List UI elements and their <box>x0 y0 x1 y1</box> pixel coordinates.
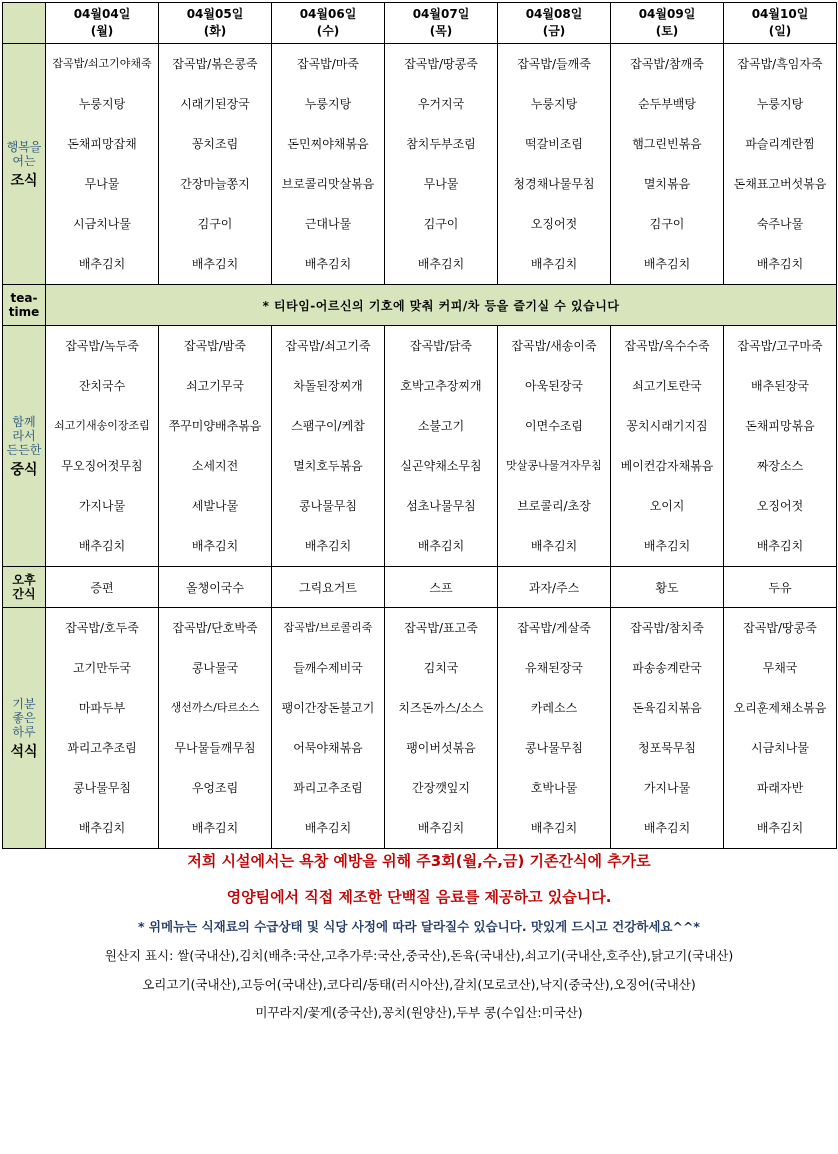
menu-item: 잡곡밥/볶은콩죽 <box>172 57 258 71</box>
menu-item: 무나물 <box>84 177 120 191</box>
day-of-week: (목) <box>429 24 453 38</box>
menu-item: 어묵야채볶음 <box>293 741 363 755</box>
menu-item: 돈육김치볶음 <box>632 701 702 715</box>
menu-item: 팽이간장돈불고기 <box>281 701 375 715</box>
menu-item: 세발나물 <box>191 499 239 513</box>
dinner-slogan-1: 기분 <box>12 697 36 711</box>
menu-item: 배추김치 <box>530 539 578 553</box>
day-date: 04월05일 <box>186 7 244 21</box>
snack-label-2: 간식 <box>12 587 36 601</box>
menu-item: 김구이 <box>423 217 459 231</box>
menu-item: 파래자반 <box>756 781 804 795</box>
menu-item: 파슬리계란찜 <box>745 137 815 151</box>
menu-item: 배추김치 <box>756 539 804 553</box>
lunch-day-cell <box>385 326 498 567</box>
dinner-day-cell <box>46 608 159 849</box>
lunch-day-cell <box>611 326 724 567</box>
dinner-day-cell <box>498 608 611 849</box>
menu-item: 김구이 <box>649 217 685 231</box>
menu-item: 무채국 <box>762 661 798 675</box>
menu-item: 배추김치 <box>643 539 691 553</box>
day-header <box>159 3 272 44</box>
menu-item: 청포묵무침 <box>638 741 696 755</box>
menu-item: 브로콜리맛살볶음 <box>281 177 375 191</box>
menu-item: 배추김치 <box>530 257 578 271</box>
menu-item: 쭈꾸미양배추볶음 <box>168 419 262 433</box>
breakfast-day-cell <box>272 44 385 285</box>
menu-item: 잡곡밥/참치죽 <box>630 621 704 635</box>
menu-item: 배추된장국 <box>751 379 809 393</box>
menu-item: 김구이 <box>197 217 233 231</box>
menu-item: 무오징어젓무침 <box>61 459 143 473</box>
breakfast-label-cell <box>3 44 46 285</box>
day-of-week: (금) <box>542 24 566 38</box>
menu-item: 배추김치 <box>191 821 239 835</box>
lunch-day-cell <box>272 326 385 567</box>
day-date: 04월07일 <box>412 7 470 21</box>
dinner-day-cell <box>724 608 837 849</box>
breakfast-day-cell <box>498 44 611 285</box>
breakfast-day-cell <box>159 44 272 285</box>
day-header <box>724 3 837 44</box>
menu-item: 간장마늘쫑지 <box>180 177 250 191</box>
menu-item: 파송송계란국 <box>632 661 702 675</box>
menu-item: 배추김치 <box>191 539 239 553</box>
breakfast-day-cell <box>724 44 837 285</box>
snack-row <box>3 567 837 608</box>
menu-item: 배추김치 <box>756 257 804 271</box>
dinner-label: 석식 <box>10 744 38 760</box>
menu-item: 청경채나물무침 <box>513 177 595 191</box>
menu-item: 돈채피망잡채 <box>67 137 137 151</box>
dinner-row <box>3 608 837 849</box>
dinner-day-cell <box>611 608 724 849</box>
menu-item: 배추김치 <box>417 821 465 835</box>
day-of-week: (토) <box>655 24 679 38</box>
menu-item: 콩나물국 <box>191 661 239 675</box>
snack-label-1: 오후 <box>12 573 36 587</box>
origin-label-line-3: 미꾸라지/꽃게(중국산),꽁치(원양산),두부 콩(수입산:미국산) <box>255 1005 583 1020</box>
menu-item: 짜장소스 <box>756 459 804 473</box>
menu-item: 배추김치 <box>417 539 465 553</box>
dinner-slogan-2: 좋은 <box>12 711 36 725</box>
menu-item: 누룽지탕 <box>530 97 578 111</box>
breakfast-slogan-2: 여는 <box>12 154 36 168</box>
menu-item: 꽁치시래기지짐 <box>626 419 708 433</box>
day-header <box>498 3 611 44</box>
menu-item: 마파두부 <box>78 701 126 715</box>
menu-item: 배추김치 <box>78 539 126 553</box>
day-date: 04월06일 <box>299 7 357 21</box>
menu-item: 참치두부조림 <box>406 137 476 151</box>
menu-item: 김치국 <box>423 661 459 675</box>
menu-item: 치즈돈까스/소스 <box>398 701 484 715</box>
day-date: 04월09일 <box>638 7 696 21</box>
menu-item: 쇠고기토란국 <box>632 379 702 393</box>
menu-item: 소불고기 <box>417 419 465 433</box>
menu-item: 잡곡밥/단호박죽 <box>172 621 258 635</box>
corner-cell <box>3 3 46 44</box>
menu-item: 시래기된장국 <box>180 97 250 111</box>
lunch-day-cell <box>159 326 272 567</box>
day-of-week: (월) <box>90 24 114 38</box>
day-date: 04월10일 <box>751 7 809 21</box>
menu-item: 잡곡밥/게살죽 <box>517 621 591 635</box>
lunch-label: 중식 <box>10 462 38 478</box>
snack-item: 증편 <box>46 567 159 608</box>
menu-item: 고기만두국 <box>73 661 131 675</box>
menu-item: 오이지 <box>649 499 685 513</box>
breakfast-label: 조식 <box>10 173 38 189</box>
menu-item: 숙주나물 <box>756 217 804 231</box>
day-header <box>272 3 385 44</box>
menu-item: 콩나물무침 <box>299 499 357 513</box>
menu-item: 잡곡밥/밤죽 <box>183 339 246 353</box>
menu-item: 누룽지탕 <box>78 97 126 111</box>
menu-item: 배추김치 <box>643 257 691 271</box>
menu-item: 햄그린빈볶음 <box>632 137 702 151</box>
menu-item: 팽이버섯볶음 <box>406 741 476 755</box>
menu-item: 잡곡밥/쇠고기죽 <box>285 339 371 353</box>
menu-item: 스팸구이/케찹 <box>291 419 365 433</box>
menu-item: 쇠고기새송이장조림 <box>54 419 150 432</box>
menu-item: 배추김치 <box>643 821 691 835</box>
menu-item: 우엉조림 <box>191 781 239 795</box>
menu-item: 아욱된장국 <box>525 379 583 393</box>
lunch-day-cell <box>498 326 611 567</box>
menu-item: 돈채피망볶음 <box>745 419 815 433</box>
menu-item: 배추김치 <box>530 821 578 835</box>
menu-item: 유채된장국 <box>525 661 583 675</box>
menu-item: 우거지국 <box>417 97 465 111</box>
menu-item: 들깨수제비국 <box>293 661 363 675</box>
dinner-day-cell <box>272 608 385 849</box>
menu-item: 배추김치 <box>756 821 804 835</box>
snack-item: 스프 <box>385 567 498 608</box>
menu-item: 베이컨감자채볶음 <box>620 459 714 473</box>
origin-label-line-2: 오리고기(국내산),고등어(국내산),코다리/동태(러시아산),갈치(모로코산),낙지(중국산),오징어(국내산) <box>142 977 696 992</box>
menu-item: 소세지전 <box>191 459 239 473</box>
snack-label-cell <box>3 567 46 608</box>
menu-item: 무나물 <box>423 177 459 191</box>
menu-item: 카레소스 <box>530 701 578 715</box>
menu-item: 잡곡밥/녹두죽 <box>65 339 139 353</box>
menu-item: 무나물들깨무침 <box>174 741 256 755</box>
menu-item: 가지나물 <box>643 781 691 795</box>
snack-item: 두유 <box>724 567 837 608</box>
teatime-label-1: tea- <box>10 291 38 305</box>
breakfast-day-cell <box>611 44 724 285</box>
menu-item: 잡곡밥/표고죽 <box>404 621 478 635</box>
menu-item: 배추김치 <box>304 257 352 271</box>
menu-item: 잡곡밥/브로콜리죽 <box>283 621 373 634</box>
snack-item: 과자/주스 <box>498 567 611 608</box>
dinner-slogan-3: 하루 <box>12 725 36 739</box>
protein-drink-notice-1: 저희 시설에서는 욕창 예방을 위해 주3회(월,수,금) 기존간식에 추가로 <box>187 852 651 870</box>
menu-item: 꽈리고추조림 <box>293 781 363 795</box>
menu-item: 누룽지탕 <box>304 97 352 111</box>
menu-item: 누룽지탕 <box>756 97 804 111</box>
menu-item: 떡갈비조림 <box>525 137 583 151</box>
menu-item: 근대나물 <box>304 217 352 231</box>
menu-item: 호박나물 <box>530 781 578 795</box>
menu-item: 잡곡밥/옥수수죽 <box>624 339 710 353</box>
origin-label-line-1: 원산지 표시: 쌀(국내산),김치(배추:국산,고추가루:국산,중국산),돈육(국내산),쇠고기(국내산,호주산),닭고기(국내산) <box>104 948 734 963</box>
teatime-label-cell <box>3 285 46 326</box>
dinner-day-cell <box>385 608 498 849</box>
menu-item: 오징어젓 <box>756 499 804 513</box>
menu-item: 배추김치 <box>304 539 352 553</box>
day-of-week: (화) <box>203 24 227 38</box>
lunch-slogan-2: 라서 <box>12 429 36 443</box>
snack-item: 그릭요거트 <box>272 567 385 608</box>
menu-item: 잡곡밥/호두죽 <box>65 621 139 635</box>
breakfast-day-cell <box>385 44 498 285</box>
teatime-label-2: time <box>8 305 40 319</box>
menu-item: 배추김치 <box>304 821 352 835</box>
breakfast-day-cell <box>46 44 159 285</box>
menu-item: 돈민찌야채볶음 <box>287 137 369 151</box>
day-header-row <box>3 3 837 44</box>
menu-item: 브로콜리/초장 <box>517 499 591 513</box>
teatime-row <box>3 285 837 326</box>
lunch-day-cell <box>724 326 837 567</box>
menu-item: 잡곡밥/흑임자죽 <box>737 57 823 71</box>
lunch-row <box>3 326 837 567</box>
menu-item: 잡곡밥/닭죽 <box>409 339 472 353</box>
breakfast-row <box>3 44 837 285</box>
dinner-label-cell <box>3 608 46 849</box>
menu-item: 쇠고기무국 <box>186 379 244 393</box>
snack-item: 황도 <box>611 567 724 608</box>
menu-item: 잡곡밥/참깨죽 <box>630 57 704 71</box>
menu-item: 맛살콩나물겨자무침 <box>506 459 602 472</box>
menu-item: 배추김치 <box>417 257 465 271</box>
menu-change-notice: * 위메뉴는 식재료의 수급상태 및 식당 사정에 따라 달라질수 있습니다. 맛있게 드시고 건강하세요^^* <box>138 919 700 934</box>
menu-item: 간장깻잎지 <box>412 781 470 795</box>
menu-item: 배추김치 <box>191 257 239 271</box>
menu-item: 오리훈제채소볶음 <box>733 701 827 715</box>
menu-item: 잡곡밥/땅콩죽 <box>404 57 478 71</box>
menu-item: 돈채표고버섯볶음 <box>733 177 827 191</box>
menu-item: 이면수조림 <box>525 419 583 433</box>
menu-item: 잡곡밥/고구마죽 <box>737 339 823 353</box>
day-of-week: (일) <box>768 24 792 38</box>
day-of-week: (수) <box>316 24 340 38</box>
menu-item: 꽁치조림 <box>191 137 239 151</box>
menu-item: 배추김치 <box>78 821 126 835</box>
day-header <box>46 3 159 44</box>
menu-item: 오징어젓 <box>530 217 578 231</box>
menu-item: 멸치볶음 <box>643 177 691 191</box>
menu-item: 배추김치 <box>78 257 126 271</box>
lunch-slogan-1: 함께 <box>12 415 36 429</box>
lunch-slogan-3: 든든한 <box>6 443 42 457</box>
menu-item: 잡곡밥/마죽 <box>296 57 359 71</box>
menu-item: 가지나물 <box>78 499 126 513</box>
menu-item: 잡곡밥/새송이죽 <box>511 339 597 353</box>
menu-item: 시금치나물 <box>73 217 131 231</box>
day-header <box>385 3 498 44</box>
menu-item: 차돌된장찌개 <box>293 379 363 393</box>
day-date: 04월04일 <box>73 7 131 21</box>
day-date: 04월08일 <box>525 7 583 21</box>
menu-item: 멸치호두볶음 <box>293 459 363 473</box>
menu-item: 콩나물무침 <box>525 741 583 755</box>
protein-drink-notice-2: 영양팀에서 직접 제조한 단백질 음료를 제공하고 있습니다. <box>226 888 612 906</box>
lunch-day-cell <box>46 326 159 567</box>
menu-item: 잔치국수 <box>78 379 126 393</box>
snack-item: 올챙이국수 <box>159 567 272 608</box>
menu-item: 꽈리고추조림 <box>67 741 137 755</box>
menu-item: 콩나물무침 <box>73 781 131 795</box>
menu-item: 호박고추장찌개 <box>400 379 482 393</box>
breakfast-slogan-1: 행복을 <box>6 140 42 154</box>
menu-item: 시금치나물 <box>751 741 809 755</box>
menu-item: 섬초나물무침 <box>406 499 476 513</box>
teatime-notice: * 티타임-어르신의 기호에 맞춰 커피/차 등을 즐기실 수 있습니다 <box>46 285 837 326</box>
menu-item: 순두부백탕 <box>638 97 696 111</box>
menu-item: 잡곡밥/들깨죽 <box>517 57 591 71</box>
menu-item: 잡곡밥/쇠고기야채죽 <box>52 57 152 70</box>
weekly-menu-table <box>2 2 837 849</box>
lunch-label-cell <box>3 326 46 567</box>
dinner-day-cell <box>159 608 272 849</box>
day-header <box>611 3 724 44</box>
menu-item: 생선까스/타르소스 <box>170 701 260 714</box>
menu-item: 실곤약채소무침 <box>400 459 482 473</box>
menu-item: 잡곡밥/땅콩죽 <box>743 621 817 635</box>
